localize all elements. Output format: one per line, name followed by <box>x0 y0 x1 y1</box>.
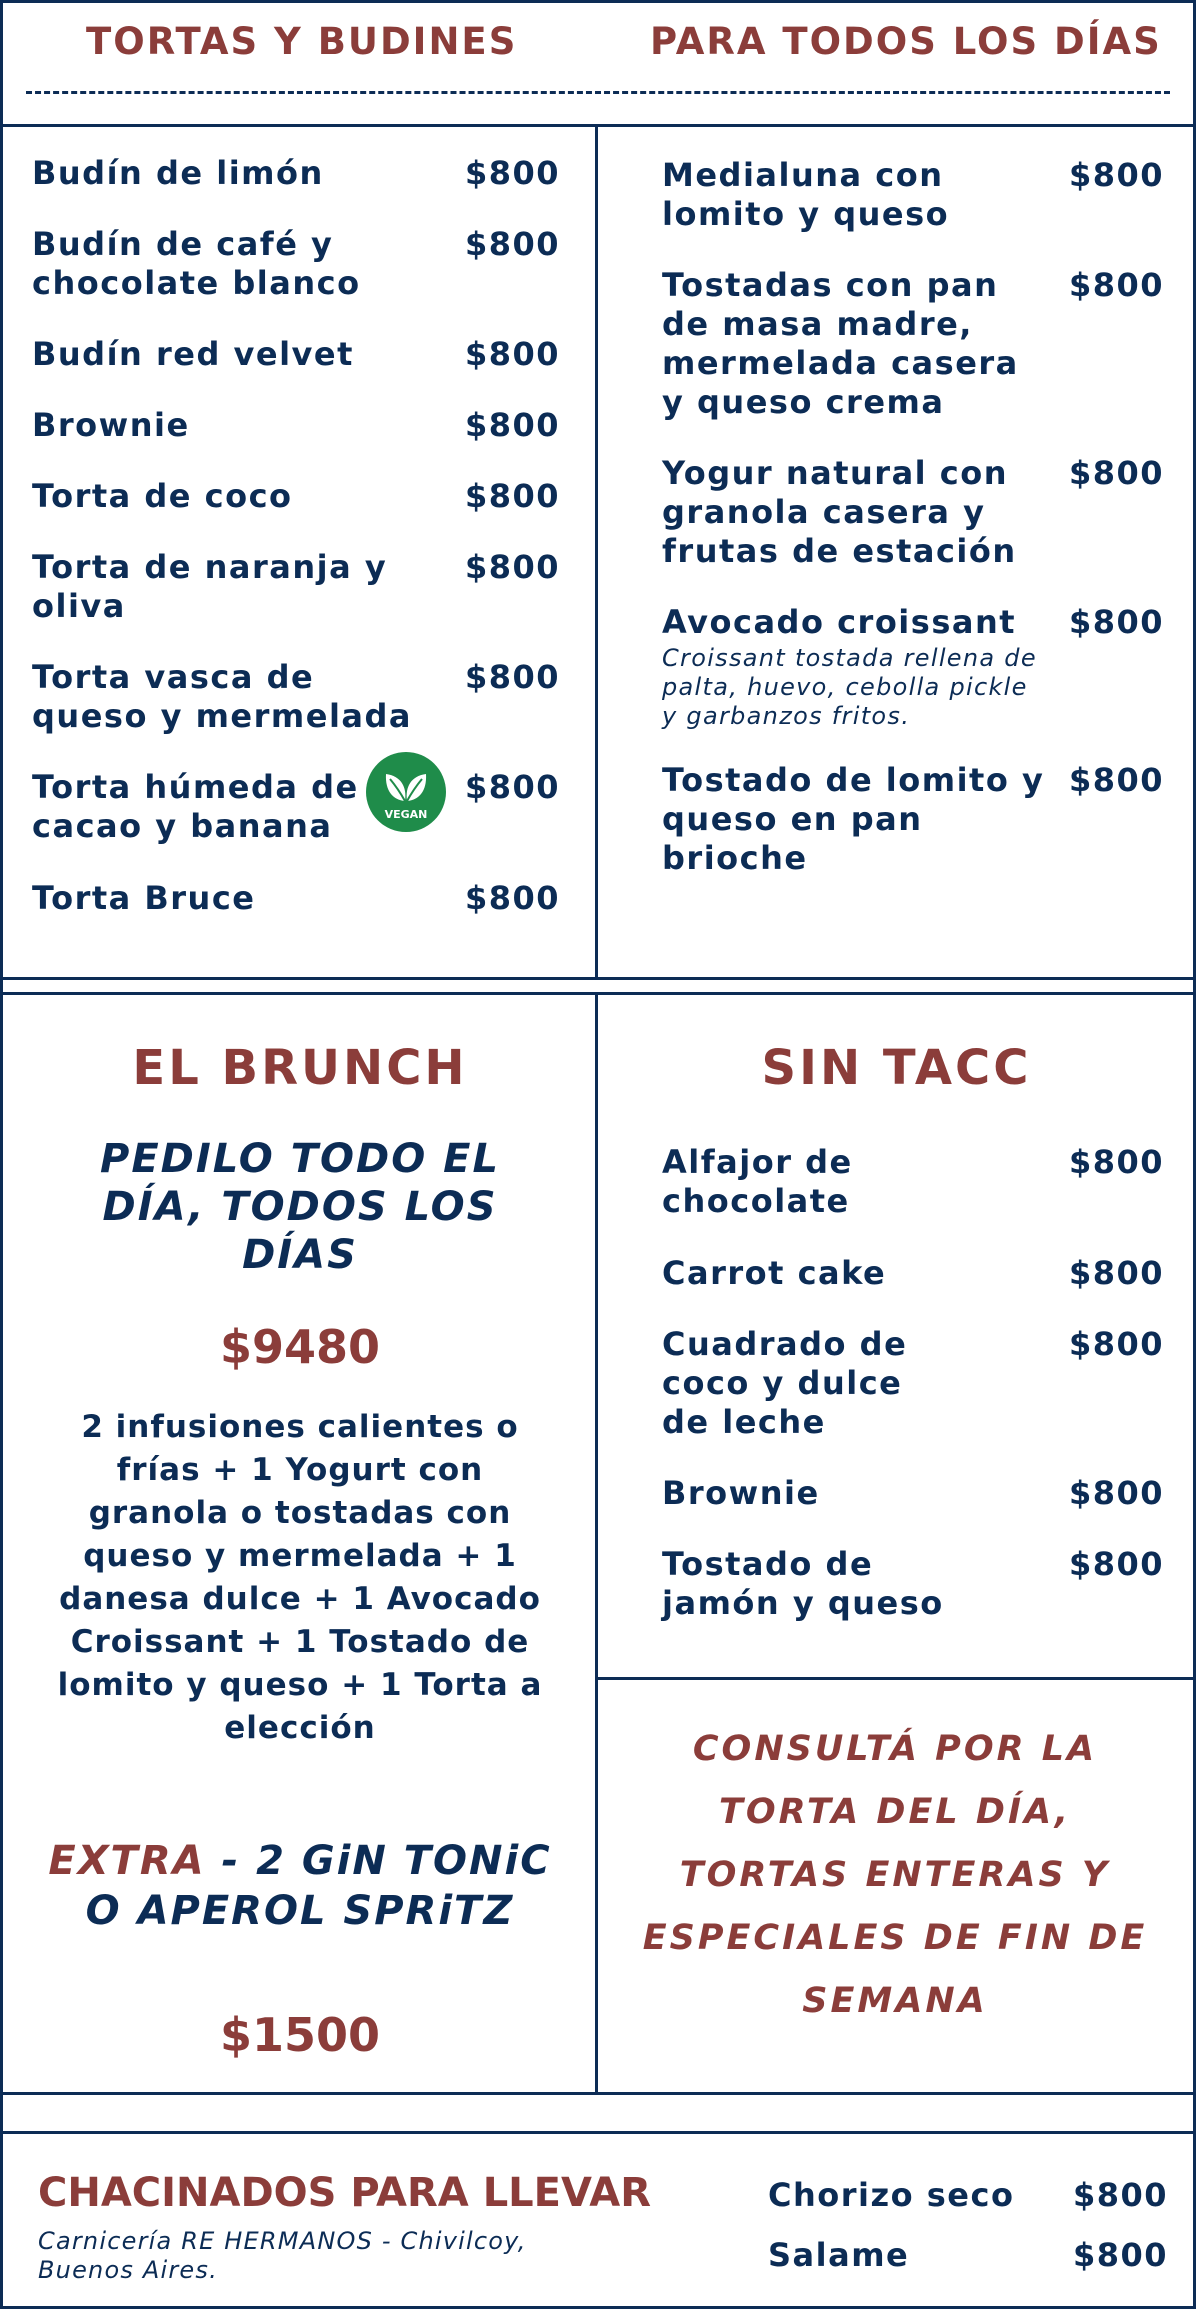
item-name: Torta de coco <box>32 477 293 515</box>
brunch-extra <box>40 1836 560 1936</box>
sin-tacc-title: SIN TACC <box>761 1040 1032 1096</box>
header-dashed-divider <box>26 91 1170 94</box>
item-name: Carrot cake <box>662 1254 887 1292</box>
item-name: Chorizo seco <box>768 2176 1015 2214</box>
sin-tacc-bottom-line <box>597 1677 1196 1680</box>
extra-label: EXTRA <box>48 1838 206 1884</box>
brunch-price: $9480 <box>219 1320 381 1374</box>
item-price: $800 <box>1068 1474 1164 1512</box>
item-price: $800 <box>1072 2236 1168 2274</box>
top-section-line-b <box>0 992 1196 995</box>
item-name: Tostado de lomito y queso en pan brioche <box>662 761 1045 877</box>
item-price: $800 <box>1072 2176 1168 2214</box>
middle-section-bottom-line <box>0 2092 1196 2095</box>
item-price: $800 <box>464 335 560 373</box>
item-price: $800 <box>1068 156 1164 194</box>
item-price: $800 <box>1068 1143 1164 1181</box>
item-price: $800 <box>1068 1545 1164 1583</box>
item-name: Cuadrado de coco y dulce de leche <box>662 1325 908 1441</box>
vegan-leaf-icon <box>365 751 447 833</box>
item-price: $800 <box>1068 1325 1164 1363</box>
item-description: Croissant tostada rellena de palta, huevo, cebolla pickle y garbanzos fritos. <box>662 644 1037 730</box>
item-price: $800 <box>464 879 560 917</box>
item-name: Torta húmeda de cacao y banana <box>32 768 359 845</box>
item-name: Tostadas con pan de masa madre, mermelada casera y queso crema <box>662 266 1019 421</box>
item-name: Budín red velvet <box>32 335 354 373</box>
item-name: Budín de café y chocolate blanco <box>32 225 361 302</box>
item-name: Torta Bruce <box>32 879 256 917</box>
item-name: Torta de naranja y oliva <box>32 548 388 625</box>
frame-left-line <box>0 0 3 2309</box>
brunch-title: EL BRUNCH <box>132 1040 468 1096</box>
extra-text: - 2 GiN TONiC O APEROL SPRiTZ <box>85 1838 552 1934</box>
item-price: $800 <box>464 548 560 586</box>
item-price: $800 <box>1068 761 1164 799</box>
item-name: Budín de limón <box>32 154 324 192</box>
tortas-header: TORTAS Y BUDINES <box>86 20 518 63</box>
item-price: $800 <box>1068 454 1164 492</box>
item-price: $800 <box>1068 603 1164 641</box>
item-name: Medialuna con lomito y queso <box>662 156 950 233</box>
item-price: $800 <box>464 768 560 806</box>
brunch-subtitle: PEDILO TODO EL DÍA, TODOS LOS DÍAS <box>100 1136 500 1278</box>
chacinados-subtitle: Carnicería RE HERMANOS - Chivilcoy, Buenos Aires. <box>38 2227 527 2284</box>
consulta-note: CONSULTÁ POR LA TORTA DEL DÍA, TORTAS ENTERAS Y ESPECIALES DE FIN DE SEMANA <box>642 1729 1148 2021</box>
item-price: $800 <box>464 154 560 192</box>
item-name: Brownie <box>32 406 190 444</box>
header-bottom-line <box>0 124 1196 127</box>
chacinados-title: CHACINADOS PARA LLEVAR <box>38 2170 651 2216</box>
item-name: Avocado croissant <box>662 603 1017 641</box>
item-price: $800 <box>1068 266 1164 304</box>
middle-column-divider <box>595 992 598 2095</box>
brunch-description: 2 infusiones calientes o frías + 1 Yogurt con granola o tostadas con queso y mermelada + 1 danesa dulce + 1 Avocado Croissant + 1 Tostado de lomito y queso + 1 Torta a elección <box>57 1409 543 1746</box>
item-name: Tostado de jamón y queso <box>662 1545 944 1622</box>
item-name: Torta vasca de queso y mermelada <box>32 658 412 735</box>
item-price: $800 <box>464 658 560 696</box>
chacinados-top-line <box>0 2131 1196 2134</box>
top-column-divider <box>595 124 598 979</box>
todos-los-dias-header: PARA TODOS LOS DÍAS <box>650 20 1162 63</box>
svg-text:VEGAN: VEGAN <box>384 808 428 821</box>
item-name: Yogur natural con granola casera y frutas de estación <box>662 454 1017 570</box>
item-price: $800 <box>464 477 560 515</box>
item-price: $800 <box>464 406 560 444</box>
item-name: Brownie <box>662 1474 820 1512</box>
item-price: $800 <box>464 225 560 263</box>
item-name: Alfajor de chocolate <box>662 1143 853 1220</box>
frame-top-line <box>0 0 1196 3</box>
item-name: Salame <box>768 2236 910 2274</box>
extra-price: $1500 <box>219 2008 381 2062</box>
item-price: $800 <box>1068 1254 1164 1292</box>
top-section-line-a <box>0 977 1196 980</box>
